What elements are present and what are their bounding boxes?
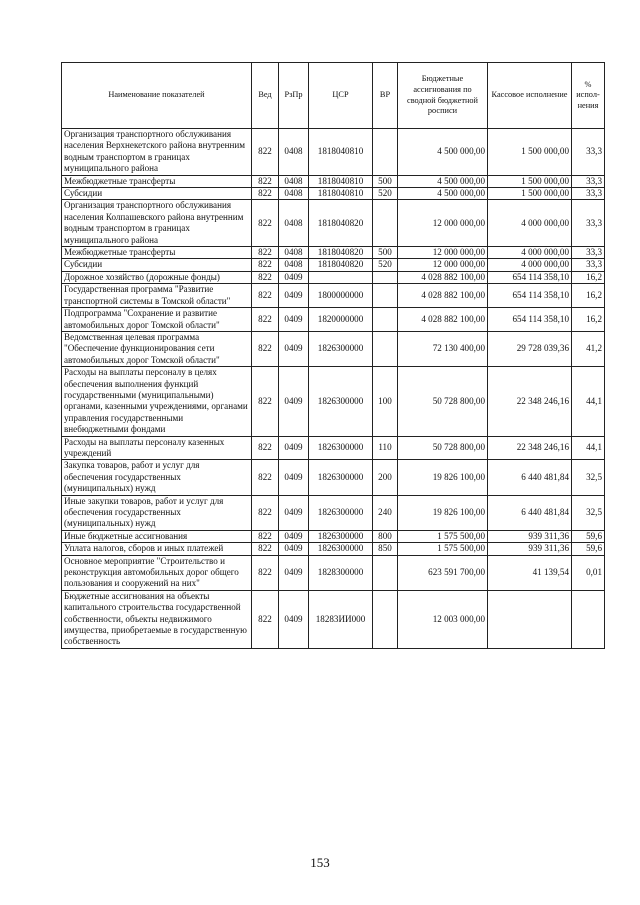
row-csr: 1818040810 bbox=[309, 175, 373, 187]
row-csr: 18283ИИ000 bbox=[309, 590, 373, 648]
row-vr bbox=[373, 271, 398, 283]
row-percent: 33,3 bbox=[572, 200, 605, 247]
row-ved: 822 bbox=[252, 436, 279, 460]
header-vr: ВР bbox=[373, 63, 398, 129]
header-name: Наименование показателей bbox=[62, 63, 252, 129]
row-vr bbox=[373, 200, 398, 247]
row-percent: 33,3 bbox=[572, 247, 605, 259]
row-vr bbox=[373, 555, 398, 590]
header-csr: ЦСР bbox=[309, 63, 373, 129]
row-percent: 59,6 bbox=[572, 530, 605, 542]
row-ved: 822 bbox=[252, 308, 279, 332]
row-vr: 520 bbox=[373, 259, 398, 271]
row-rzpr: 0408 bbox=[279, 129, 309, 176]
row-percent: 33,3 bbox=[572, 129, 605, 176]
row-csr: 1820000000 bbox=[309, 308, 373, 332]
row-csr: 1818040810 bbox=[309, 129, 373, 176]
row-ved: 822 bbox=[252, 271, 279, 283]
table-row bbox=[62, 555, 605, 590]
row-vr: 800 bbox=[373, 530, 398, 542]
row-name: Межбюджетные трансферты bbox=[62, 175, 252, 187]
row-rzpr: 0409 bbox=[279, 308, 309, 332]
row-ved: 822 bbox=[252, 495, 279, 530]
table-row bbox=[62, 367, 605, 436]
row-assignments: 623 591 700,00 bbox=[398, 555, 488, 590]
row-csr: 1826300000 bbox=[309, 331, 373, 366]
row-cash-execution: 654 114 358,10 bbox=[488, 284, 572, 308]
row-percent bbox=[572, 590, 605, 648]
row-vr bbox=[373, 308, 398, 332]
row-csr: 1826300000 bbox=[309, 367, 373, 436]
row-assignments: 4 028 882 100,00 bbox=[398, 271, 488, 283]
row-ved: 822 bbox=[252, 367, 279, 436]
row-rzpr: 0409 bbox=[279, 284, 309, 308]
row-name: Закупка товаров, работ и услуг для обеспечения государственных (муниципальных) нужд bbox=[62, 460, 252, 495]
table-row bbox=[62, 284, 605, 308]
row-rzpr: 0408 bbox=[279, 247, 309, 259]
row-assignments: 12 003 000,00 bbox=[398, 590, 488, 648]
row-cash-execution bbox=[488, 590, 572, 648]
row-ved: 822 bbox=[252, 543, 279, 555]
table-row bbox=[62, 247, 605, 259]
row-name: Бюджетные ассигнования на объекты капитального строительства государственной собственности, объекты недвижимого имущества, приобретаемые в государственную собственность bbox=[62, 590, 252, 648]
row-vr: 500 bbox=[373, 247, 398, 259]
row-rzpr: 0409 bbox=[279, 555, 309, 590]
row-ved: 822 bbox=[252, 284, 279, 308]
header-cash-execution: Кассовое исполнение bbox=[488, 63, 572, 129]
row-rzpr: 0409 bbox=[279, 436, 309, 460]
row-vr: 200 bbox=[373, 460, 398, 495]
row-cash-execution: 939 311,36 bbox=[488, 530, 572, 542]
table-row bbox=[62, 200, 605, 247]
row-cash-execution: 22 348 246,16 bbox=[488, 436, 572, 460]
row-name: Государственная программа "Развитие транспортной системы в Томской области" bbox=[62, 284, 252, 308]
row-name: Дорожное хозяйство (дорожные фонды) bbox=[62, 271, 252, 283]
table-row bbox=[62, 590, 605, 648]
row-ved: 822 bbox=[252, 555, 279, 590]
table-body bbox=[62, 129, 605, 649]
table-row bbox=[62, 436, 605, 460]
row-cash-execution: 939 311,36 bbox=[488, 543, 572, 555]
row-rzpr: 0409 bbox=[279, 367, 309, 436]
row-rzpr: 0408 bbox=[279, 200, 309, 247]
table-row bbox=[62, 188, 605, 200]
row-ved: 822 bbox=[252, 259, 279, 271]
row-percent: 33,3 bbox=[572, 188, 605, 200]
row-name: Уплата налогов, сборов и иных платежей bbox=[62, 543, 252, 555]
row-percent: 16,2 bbox=[572, 284, 605, 308]
row-assignments: 12 000 000,00 bbox=[398, 200, 488, 247]
row-vr: 520 bbox=[373, 188, 398, 200]
row-name: Иные закупки товаров, работ и услуг для обеспечения государственных (муниципальных) нужд bbox=[62, 495, 252, 530]
table-row bbox=[62, 271, 605, 283]
header-ved: Вед bbox=[252, 63, 279, 129]
row-percent: 32,5 bbox=[572, 495, 605, 530]
row-name: Основное мероприятие "Строительство и реконструкция автомобильных дорог общего пользования и сооружений на них" bbox=[62, 555, 252, 590]
row-ved: 822 bbox=[252, 247, 279, 259]
row-assignments: 19 826 100,00 bbox=[398, 460, 488, 495]
row-csr: 1818040810 bbox=[309, 188, 373, 200]
row-rzpr: 0409 bbox=[279, 460, 309, 495]
row-assignments: 12 000 000,00 bbox=[398, 259, 488, 271]
row-name: Межбюджетные трансферты bbox=[62, 247, 252, 259]
row-percent: 33,3 bbox=[572, 175, 605, 187]
row-cash-execution: 4 000 000,00 bbox=[488, 247, 572, 259]
table-row bbox=[62, 259, 605, 271]
row-assignments: 4 028 882 100,00 bbox=[398, 284, 488, 308]
row-rzpr: 0408 bbox=[279, 259, 309, 271]
row-cash-execution: 1 500 000,00 bbox=[488, 129, 572, 176]
row-ved: 822 bbox=[252, 129, 279, 176]
row-cash-execution: 654 114 358,10 bbox=[488, 308, 572, 332]
row-csr: 1800000000 bbox=[309, 284, 373, 308]
row-csr: 1828300000 bbox=[309, 555, 373, 590]
row-cash-execution: 654 114 358,10 bbox=[488, 271, 572, 283]
row-percent: 16,2 bbox=[572, 308, 605, 332]
row-ved: 822 bbox=[252, 530, 279, 542]
row-name: Подпрограмма "Сохранение и развитие автомобильных дорог Томской области" bbox=[62, 308, 252, 332]
row-rzpr: 0409 bbox=[279, 530, 309, 542]
row-name: Субсидии bbox=[62, 188, 252, 200]
table-row bbox=[62, 543, 605, 555]
row-cash-execution: 1 500 000,00 bbox=[488, 188, 572, 200]
table-row bbox=[62, 308, 605, 332]
row-cash-execution: 29 728 039,36 bbox=[488, 331, 572, 366]
row-csr bbox=[309, 271, 373, 283]
row-ved: 822 bbox=[252, 331, 279, 366]
row-assignments: 12 000 000,00 bbox=[398, 247, 488, 259]
row-vr bbox=[373, 129, 398, 176]
row-name: Субсидии bbox=[62, 259, 252, 271]
row-cash-execution: 4 000 000,00 bbox=[488, 259, 572, 271]
row-cash-execution: 6 440 481,84 bbox=[488, 460, 572, 495]
row-csr: 1826300000 bbox=[309, 530, 373, 542]
row-csr: 1826300000 bbox=[309, 460, 373, 495]
row-ved: 822 bbox=[252, 188, 279, 200]
table-row bbox=[62, 460, 605, 495]
budget-execution-table bbox=[61, 62, 605, 649]
row-cash-execution: 4 000 000,00 bbox=[488, 200, 572, 247]
row-csr: 1818040820 bbox=[309, 200, 373, 247]
page-number: 153 bbox=[310, 855, 330, 870]
row-name: Иные бюджетные ассигнования bbox=[62, 530, 252, 542]
row-cash-execution: 6 440 481,84 bbox=[488, 495, 572, 530]
row-cash-execution: 41 139,54 bbox=[488, 555, 572, 590]
row-rzpr: 0408 bbox=[279, 175, 309, 187]
row-assignments: 1 575 500,00 bbox=[398, 530, 488, 542]
row-assignments: 50 728 800,00 bbox=[398, 436, 488, 460]
row-ved: 822 bbox=[252, 590, 279, 648]
row-vr bbox=[373, 590, 398, 648]
row-ved: 822 bbox=[252, 460, 279, 495]
row-vr: 110 bbox=[373, 436, 398, 460]
table-row bbox=[62, 331, 605, 366]
row-ved: 822 bbox=[252, 175, 279, 187]
header-rzpr: РзПр bbox=[279, 63, 309, 129]
row-percent: 16,2 bbox=[572, 271, 605, 283]
table-header-row bbox=[62, 63, 605, 129]
row-assignments: 4 028 882 100,00 bbox=[398, 308, 488, 332]
row-vr bbox=[373, 331, 398, 366]
row-rzpr: 0409 bbox=[279, 331, 309, 366]
header-percent: % испол-нения bbox=[572, 63, 605, 129]
row-rzpr: 0408 bbox=[279, 188, 309, 200]
row-assignments: 50 728 800,00 bbox=[398, 367, 488, 436]
row-rzpr: 0409 bbox=[279, 495, 309, 530]
table-row bbox=[62, 530, 605, 542]
row-assignments: 72 130 400,00 bbox=[398, 331, 488, 366]
row-percent: 59,6 bbox=[572, 543, 605, 555]
row-vr: 100 bbox=[373, 367, 398, 436]
row-vr: 240 bbox=[373, 495, 398, 530]
row-cash-execution: 22 348 246,16 bbox=[488, 367, 572, 436]
row-vr bbox=[373, 284, 398, 308]
row-name: Расходы на выплаты персоналу казенных учреждений bbox=[62, 436, 252, 460]
row-cash-execution: 1 500 000,00 bbox=[488, 175, 572, 187]
row-name: Ведомственная целевая программа "Обеспечение функционирования сети автомобильных дорог Томской области" bbox=[62, 331, 252, 366]
row-assignments: 4 500 000,00 bbox=[398, 129, 488, 176]
row-percent: 0,01 bbox=[572, 555, 605, 590]
table-row bbox=[62, 495, 605, 530]
row-percent: 32,5 bbox=[572, 460, 605, 495]
row-vr: 850 bbox=[373, 543, 398, 555]
row-vr: 500 bbox=[373, 175, 398, 187]
row-assignments: 4 500 000,00 bbox=[398, 188, 488, 200]
row-csr: 1826300000 bbox=[309, 495, 373, 530]
row-name: Организация транспортного обслуживания населения Колпашевского района внутренним водным транспортом в границах муниципального района bbox=[62, 200, 252, 247]
row-percent: 44,1 bbox=[572, 436, 605, 460]
row-assignments: 1 575 500,00 bbox=[398, 543, 488, 555]
row-percent: 44,1 bbox=[572, 367, 605, 436]
row-csr: 1818040820 bbox=[309, 259, 373, 271]
row-percent: 33,3 bbox=[572, 259, 605, 271]
row-csr: 1818040820 bbox=[309, 247, 373, 259]
row-rzpr: 0409 bbox=[279, 543, 309, 555]
header-assignments: Бюджетные ассигнования по сводной бюджетной росписи bbox=[398, 63, 488, 129]
row-csr: 1826300000 bbox=[309, 436, 373, 460]
row-rzpr: 0409 bbox=[279, 271, 309, 283]
row-assignments: 4 500 000,00 bbox=[398, 175, 488, 187]
row-name: Организация транспортного обслуживания населения Верхнекетского района внутренним водным транспортом в границах муниципального района bbox=[62, 129, 252, 176]
table-row bbox=[62, 129, 605, 176]
row-percent: 41,2 bbox=[572, 331, 605, 366]
row-assignments: 19 826 100,00 bbox=[398, 495, 488, 530]
row-csr: 1826300000 bbox=[309, 543, 373, 555]
table-row bbox=[62, 175, 605, 187]
row-name: Расходы на выплаты персоналу в целях обеспечения выполнения функций государственными (муниципальными) органами, казенными учреждениями, органами управления государственными внебюджетными фондами bbox=[62, 367, 252, 436]
row-ved: 822 bbox=[252, 200, 279, 247]
row-rzpr: 0409 bbox=[279, 590, 309, 648]
